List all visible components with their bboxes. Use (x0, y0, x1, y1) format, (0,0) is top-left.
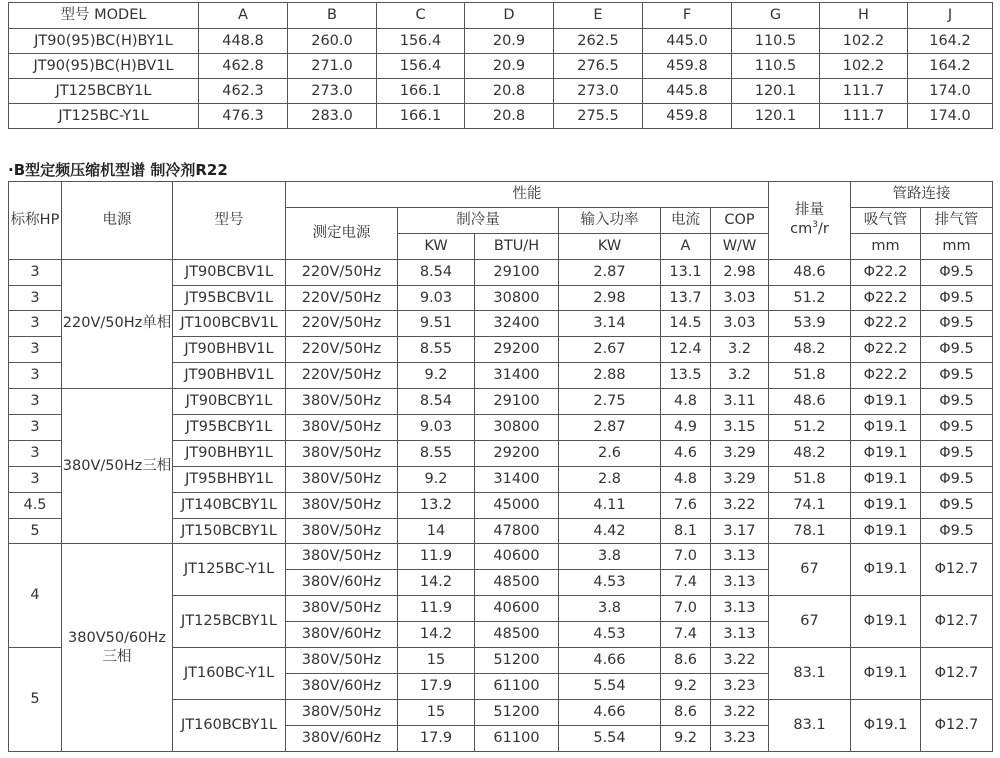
dimension-header-row (9, 3, 993, 29)
dimension-value-cell: 271.0 (288, 54, 377, 79)
disp-cell: 83.1 (769, 648, 851, 700)
cop-cell: 3.22 (711, 648, 769, 674)
suction-cell: Φ19.1 (851, 544, 921, 596)
dimension-value-cell: 164.2 (908, 29, 993, 54)
discharge-cell: Φ12.7 (921, 699, 993, 751)
discharge-cell: Φ9.5 (921, 259, 993, 285)
input-cell: 4.66 (559, 699, 661, 725)
input-cell: 2.75 (559, 389, 661, 415)
cop-cell: 3.22 (711, 492, 769, 518)
dimension-value-cell: 20.8 (465, 104, 554, 129)
hp-cell: 5 (9, 518, 62, 544)
dimension-value-cell: 273.0 (288, 79, 377, 104)
kw-cell: 14 (398, 518, 475, 544)
cop-cell: 3.13 (711, 570, 769, 596)
current-cell: 12.4 (661, 337, 711, 363)
test-cell: 220V/50Hz (286, 363, 398, 389)
section-title-text: 型定频压缩机型谱 制冷剂 (25, 161, 196, 179)
current-cell: 9.2 (661, 673, 711, 699)
test-cell: 220V/50Hz (286, 337, 398, 363)
compressor-spec-table (8, 181, 993, 752)
displacement-tail: /r (817, 221, 829, 238)
hp-cell: 5 (9, 648, 62, 752)
dimension-value-cell: 283.0 (288, 104, 377, 129)
table-row (9, 259, 993, 285)
dimension-header-cell: F (643, 3, 732, 29)
discharge-cell: Φ9.5 (921, 285, 993, 311)
disp-cell: 67 (769, 596, 851, 648)
header-btu: BTU/H (475, 233, 559, 259)
discharge-cell: Φ9.5 (921, 311, 993, 337)
suction-cell: Φ19.1 (851, 389, 921, 415)
test-cell: 380V/50Hz (286, 415, 398, 441)
disp-cell: 67 (769, 544, 851, 596)
kw-cell: 11.9 (398, 596, 475, 622)
test-cell: 380V/50Hz (286, 596, 398, 622)
dimension-value-cell: 20.9 (465, 29, 554, 54)
dimension-header-cell: H (820, 3, 908, 29)
dimension-value-cell: 102.2 (820, 29, 908, 54)
test-cell: 380V/60Hz (286, 570, 398, 596)
kw-cell: 8.55 (398, 440, 475, 466)
dimension-value-cell: 166.1 (377, 104, 465, 129)
dimension-header-cell: B (288, 3, 377, 29)
dimension-value-cell: 262.5 (554, 29, 643, 54)
dimension-header-cell: G (732, 3, 820, 29)
kw-cell: 11.9 (398, 544, 475, 570)
input-cell: 2.67 (559, 337, 661, 363)
model-cell: JT95BCBV1L (173, 285, 286, 311)
cop-cell: 3.22 (711, 699, 769, 725)
model-cell: JT90BCBV1L (173, 259, 286, 285)
disp-cell: 51.2 (769, 285, 851, 311)
test-cell: 380V/50Hz (286, 699, 398, 725)
test-cell: 380V/50Hz (286, 492, 398, 518)
dimension-value-cell: 459.8 (643, 54, 732, 79)
header-pipe: 管路连接 (851, 182, 993, 208)
btu-cell: 30800 (475, 285, 559, 311)
dimension-value-cell: 110.5 (732, 29, 820, 54)
dimension-value-cell: 462.3 (199, 79, 288, 104)
model-cell: JT160BC-Y1L (173, 648, 286, 700)
hp-cell: 3 (9, 440, 62, 466)
input-cell: 2.98 (559, 285, 661, 311)
discharge-cell: Φ9.5 (921, 415, 993, 441)
displacement-label: 排量 (795, 202, 824, 219)
cop-cell: 3.13 (711, 596, 769, 622)
model-cell: JT90BHBV1L (173, 363, 286, 389)
kw-cell: 8.54 (398, 259, 475, 285)
disp-cell: 48.6 (769, 259, 851, 285)
hp-cell: 3 (9, 337, 62, 363)
current-cell: 7.6 (661, 492, 711, 518)
kw-cell: 17.9 (398, 725, 475, 751)
model-dimension-table (8, 2, 993, 129)
kw-cell: 9.03 (398, 415, 475, 441)
btu-cell: 29200 (475, 440, 559, 466)
table-row (9, 544, 993, 570)
current-cell: 4.6 (661, 440, 711, 466)
current-cell: 7.4 (661, 570, 711, 596)
cop-cell: 3.11 (711, 389, 769, 415)
discharge-cell: Φ9.5 (921, 518, 993, 544)
kw-cell: 8.55 (398, 337, 475, 363)
dimension-value-cell: 20.8 (465, 79, 554, 104)
dimension-header-cell: 型号 MODEL (9, 3, 199, 29)
suction-cell: Φ19.1 (851, 648, 921, 700)
dimension-value-cell: 275.5 (554, 104, 643, 129)
btu-cell: 61100 (475, 725, 559, 751)
test-cell: 380V/50Hz (286, 648, 398, 674)
dimension-value-cell: 260.0 (288, 29, 377, 54)
input-cell: 4.11 (559, 492, 661, 518)
disp-cell: 51.8 (769, 466, 851, 492)
dimension-value-cell: 156.4 (377, 54, 465, 79)
input-cell: 4.53 (559, 622, 661, 648)
cop-cell: 3.15 (711, 415, 769, 441)
test-cell: 380V/50Hz (286, 389, 398, 415)
kw-cell: 9.51 (398, 311, 475, 337)
btu-cell: 29100 (475, 389, 559, 415)
cop-cell: 3.03 (711, 285, 769, 311)
dimension-row (9, 104, 993, 129)
cop-cell: 3.13 (711, 622, 769, 648)
current-cell: 8.6 (661, 648, 711, 674)
test-cell: 380V/50Hz (286, 466, 398, 492)
cop-cell: 3.2 (711, 363, 769, 389)
kw-cell: 15 (398, 648, 475, 674)
dimension-model-cell: JT125BC-Y1L (9, 104, 199, 129)
cop-cell: 3.13 (711, 544, 769, 570)
input-cell: 5.54 (559, 673, 661, 699)
suction-cell: Φ22.2 (851, 285, 921, 311)
input-cell: 2.8 (559, 466, 661, 492)
disp-cell: 83.1 (769, 699, 851, 751)
kw-cell: 13.2 (398, 492, 475, 518)
btu-cell: 31400 (475, 363, 559, 389)
input-cell: 2.6 (559, 440, 661, 466)
dimension-model-cell: JT125BCBY1L (9, 79, 199, 104)
input-cell: 2.87 (559, 415, 661, 441)
input-cell: 3.8 (559, 596, 661, 622)
header-power: 电源 (62, 182, 173, 260)
section-prefix: ·B (8, 161, 26, 179)
discharge-cell: Φ12.7 (921, 596, 993, 648)
header-model: 型号 (173, 182, 286, 260)
suction-cell: Φ19.1 (851, 492, 921, 518)
dimension-value-cell: 156.4 (377, 29, 465, 54)
model-cell: JT140BCBY1L (173, 492, 286, 518)
discharge-cell: Φ9.5 (921, 440, 993, 466)
suction-cell: Φ19.1 (851, 440, 921, 466)
section-refrigerant: R22 (195, 161, 228, 179)
model-cell: JT100BCBV1L (173, 311, 286, 337)
cop-cell: 3.23 (711, 673, 769, 699)
model-cell: JT125BC-Y1L (173, 544, 286, 596)
test-cell: 380V/60Hz (286, 622, 398, 648)
input-cell: 5.54 (559, 725, 661, 751)
displacement-unit: cm (790, 221, 813, 238)
test-cell: 220V/50Hz (286, 311, 398, 337)
dimension-value-cell: 110.5 (732, 54, 820, 79)
section-title (8, 159, 228, 180)
cop-cell: 3.29 (711, 440, 769, 466)
btu-cell: 30800 (475, 415, 559, 441)
current-cell: 14.5 (661, 311, 711, 337)
current-cell: 13.7 (661, 285, 711, 311)
dimension-value-cell: 111.7 (820, 79, 908, 104)
header-hp: 标称HP (9, 182, 62, 260)
suction-cell: Φ19.1 (851, 466, 921, 492)
discharge-cell: Φ9.5 (921, 466, 993, 492)
hp-cell: 3 (9, 311, 62, 337)
dimension-value-cell: 166.1 (377, 79, 465, 104)
current-cell: 8.1 (661, 518, 711, 544)
discharge-cell: Φ12.7 (921, 648, 993, 700)
cop-cell: 3.23 (711, 725, 769, 751)
btu-cell: 40600 (475, 544, 559, 570)
discharge-cell: Φ9.5 (921, 492, 993, 518)
input-cell: 2.87 (559, 259, 661, 285)
current-cell: 8.6 (661, 699, 711, 725)
header-test-power: 测定电源 (286, 207, 398, 259)
dimension-value-cell: 276.5 (554, 54, 643, 79)
dimension-value-cell: 120.1 (732, 79, 820, 104)
disp-cell: 53.9 (769, 311, 851, 337)
dimension-value-cell: 102.2 (820, 54, 908, 79)
cop-cell: 3.17 (711, 518, 769, 544)
kw-cell: 8.54 (398, 389, 475, 415)
hp-cell: 3 (9, 466, 62, 492)
current-cell: 4.8 (661, 466, 711, 492)
dimension-model-cell: JT90(95)BC(H)BV1L (9, 54, 199, 79)
current-cell: 7.0 (661, 596, 711, 622)
model-cell: JT160BCBY1L (173, 699, 286, 751)
disp-cell: 48.6 (769, 389, 851, 415)
dimension-header-cell: C (377, 3, 465, 29)
hp-cell: 3 (9, 363, 62, 389)
suction-cell: Φ19.1 (851, 596, 921, 648)
current-cell: 13.1 (661, 259, 711, 285)
test-cell: 380V/50Hz (286, 518, 398, 544)
current-cell: 9.2 (661, 725, 711, 751)
dimension-value-cell: 174.0 (908, 104, 993, 129)
current-cell: 13.5 (661, 363, 711, 389)
hp-cell: 3 (9, 285, 62, 311)
model-cell: JT90BHBV1L (173, 337, 286, 363)
btu-cell: 48500 (475, 570, 559, 596)
header-cop: COP (711, 207, 769, 233)
hp-cell: 4.5 (9, 492, 62, 518)
input-cell: 4.66 (559, 648, 661, 674)
dimension-value-cell: 20.9 (465, 54, 554, 79)
kw-cell: 14.2 (398, 622, 475, 648)
hp-cell: 3 (9, 415, 62, 441)
power-group-cell: 380V/50Hz三相 (62, 389, 173, 544)
power-group-cell: 380V50/60Hz三相 (62, 544, 173, 751)
dimension-value-cell: 445.0 (643, 29, 732, 54)
cop-cell: 3.29 (711, 466, 769, 492)
suction-cell: Φ19.1 (851, 699, 921, 751)
dimension-value-cell: 448.8 (199, 29, 288, 54)
btu-cell: 51200 (475, 648, 559, 674)
suction-cell: Φ22.2 (851, 311, 921, 337)
header-displacement (769, 182, 851, 260)
cop-cell: 2.98 (711, 259, 769, 285)
suction-cell: Φ22.2 (851, 337, 921, 363)
header-cooling: 制冷量 (398, 207, 559, 233)
input-cell: 3.8 (559, 544, 661, 570)
discharge-cell: Φ12.7 (921, 544, 993, 596)
dimension-value-cell: 120.1 (732, 104, 820, 129)
kw-cell: 14.2 (398, 570, 475, 596)
dimension-header-cell: J (908, 3, 993, 29)
discharge-cell: Φ9.5 (921, 363, 993, 389)
header-kw: KW (398, 233, 475, 259)
disp-cell: 51.2 (769, 415, 851, 441)
btu-cell: 47800 (475, 518, 559, 544)
input-cell: 4.42 (559, 518, 661, 544)
dimension-value-cell: 111.7 (820, 104, 908, 129)
table-row (9, 389, 993, 415)
test-cell: 380V/60Hz (286, 725, 398, 751)
dimension-value-cell: 273.0 (554, 79, 643, 104)
dimension-value-cell: 174.0 (908, 79, 993, 104)
input-cell: 4.53 (559, 570, 661, 596)
kw-cell: 17.9 (398, 673, 475, 699)
header-discharge: 排气管 (921, 207, 993, 233)
cop-cell: 3.03 (711, 311, 769, 337)
header-row-1 (9, 182, 993, 208)
btu-cell: 31400 (475, 466, 559, 492)
btu-cell: 32400 (475, 311, 559, 337)
dimension-value-cell: 462.8 (199, 54, 288, 79)
header-current: 电流 (661, 207, 711, 233)
hp-cell: 3 (9, 259, 62, 285)
suction-cell: Φ19.1 (851, 415, 921, 441)
displacement-sup: 3 (812, 220, 818, 231)
current-cell: 4.8 (661, 389, 711, 415)
model-cell: JT125BCBY1L (173, 596, 286, 648)
header-current-unit: A (661, 233, 711, 259)
model-cell: JT95BHBY1L (173, 466, 286, 492)
current-cell: 4.9 (661, 415, 711, 441)
header-suction: 吸气管 (851, 207, 921, 233)
test-cell: 380V/50Hz (286, 544, 398, 570)
model-cell: JT95BCBY1L (173, 415, 286, 441)
test-cell: 220V/50Hz (286, 259, 398, 285)
kw-cell: 9.2 (398, 363, 475, 389)
hp-cell: 3 (9, 389, 62, 415)
header-suction-unit: mm (851, 233, 921, 259)
dimension-value-cell: 459.8 (643, 104, 732, 129)
test-cell: 380V/60Hz (286, 673, 398, 699)
discharge-cell: Φ9.5 (921, 389, 993, 415)
dimension-row (9, 79, 993, 104)
disp-cell: 74.1 (769, 492, 851, 518)
header-input-kw: KW (559, 233, 661, 259)
model-cell: JT150BCBY1L (173, 518, 286, 544)
kw-cell: 9.2 (398, 466, 475, 492)
kw-cell: 15 (398, 699, 475, 725)
disp-cell: 48.2 (769, 337, 851, 363)
dimension-model-cell: JT90(95)BC(H)BY1L (9, 29, 199, 54)
suction-cell: Φ22.2 (851, 363, 921, 389)
dimension-header-cell: A (199, 3, 288, 29)
test-cell: 220V/50Hz (286, 285, 398, 311)
dimension-value-cell: 445.8 (643, 79, 732, 104)
dimension-header-cell: E (554, 3, 643, 29)
header-discharge-unit: mm (921, 233, 993, 259)
btu-cell: 61100 (475, 673, 559, 699)
disp-cell: 78.1 (769, 518, 851, 544)
header-input-power: 输入功率 (559, 207, 661, 233)
model-cell: JT90BHBY1L (173, 440, 286, 466)
suction-cell: Φ22.2 (851, 259, 921, 285)
disp-cell: 51.8 (769, 363, 851, 389)
disp-cell: 48.2 (769, 440, 851, 466)
input-cell: 3.14 (559, 311, 661, 337)
suction-cell: Φ19.1 (851, 518, 921, 544)
dimension-value-cell: 164.2 (908, 54, 993, 79)
power-group-cell: 220V/50Hz单相 (62, 259, 173, 388)
header-performance: 性能 (286, 182, 769, 208)
hp-cell: 4 (9, 544, 62, 648)
dimension-header-cell: D (465, 3, 554, 29)
kw-cell: 9.03 (398, 285, 475, 311)
dimension-row (9, 29, 993, 54)
test-cell: 380V/50Hz (286, 440, 398, 466)
model-cell: JT90BCBY1L (173, 389, 286, 415)
dimension-row (9, 54, 993, 79)
btu-cell: 29100 (475, 259, 559, 285)
input-cell: 2.88 (559, 363, 661, 389)
current-cell: 7.0 (661, 544, 711, 570)
btu-cell: 45000 (475, 492, 559, 518)
btu-cell: 51200 (475, 699, 559, 725)
current-cell: 7.4 (661, 622, 711, 648)
dimension-value-cell: 476.3 (199, 104, 288, 129)
btu-cell: 29200 (475, 337, 559, 363)
btu-cell: 48500 (475, 622, 559, 648)
header-cop-unit: W/W (711, 233, 769, 259)
cop-cell: 3.2 (711, 337, 769, 363)
discharge-cell: Φ9.5 (921, 337, 993, 363)
btu-cell: 40600 (475, 596, 559, 622)
